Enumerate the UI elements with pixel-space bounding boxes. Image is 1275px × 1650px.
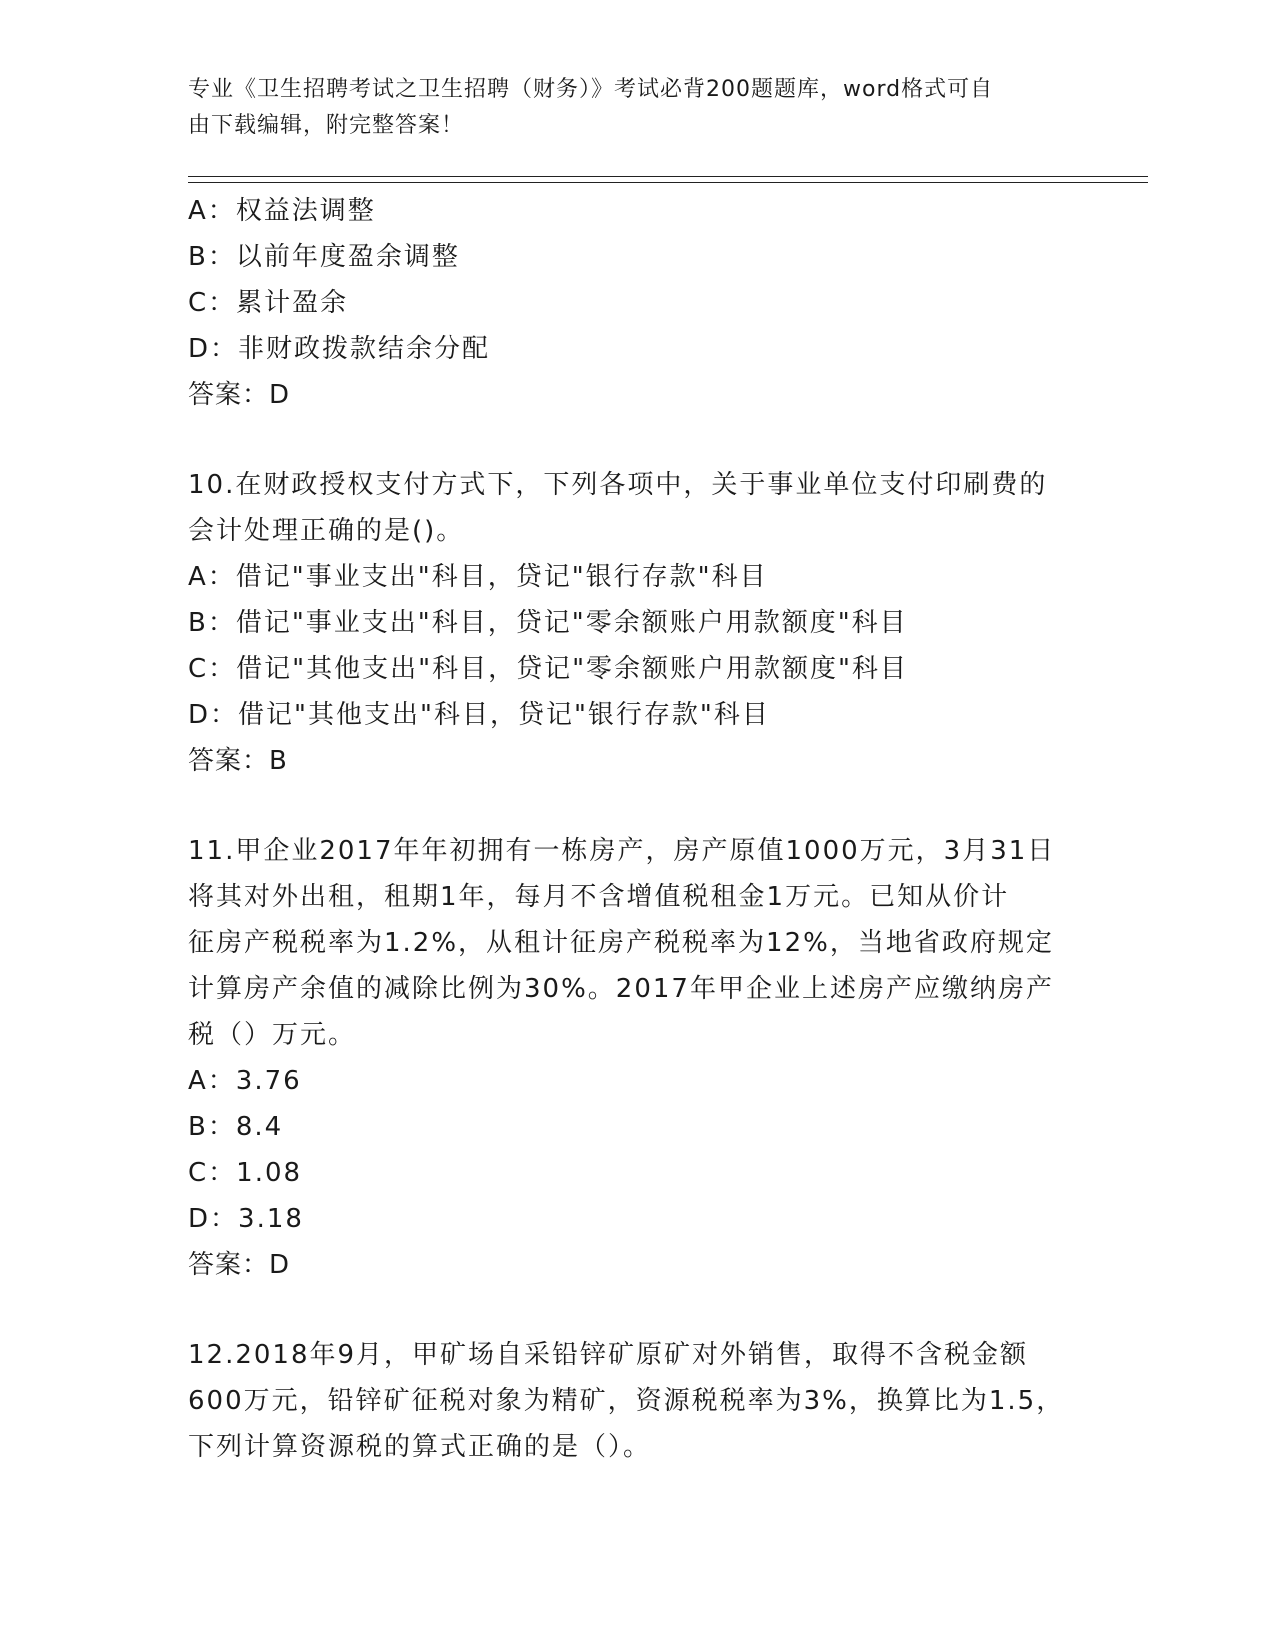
option-d: D：借记"其他支出"科目，贷记"银行存款"科目: [188, 700, 770, 730]
question-stem-line: 会计处理正确的是()。: [188, 516, 465, 546]
option-d: D：非财政拨款结余分配: [188, 334, 491, 364]
option-a: A：权益法调整: [188, 196, 376, 226]
question-12-block: [188, 1332, 1088, 1470]
header-divider-bottom: [188, 182, 1148, 183]
question-stem-line: 10.在财政授权支付方式下，下列各项中，关于事业单位支付印刷费的: [188, 470, 1048, 500]
option-b: B：以前年度盈余调整: [188, 242, 460, 272]
question-9-block: [188, 188, 1088, 418]
header-line-2: 由下载编辑，附完整答案！: [188, 113, 465, 138]
option-a: A：借记"事业支出"科目，贷记"银行存款"科目: [188, 562, 768, 592]
spacer: [188, 784, 1088, 828]
question-stem-line: 11.甲企业2017年年初拥有一栋房产，房产原值1000万元，3月31日: [188, 836, 1056, 866]
header-divider-top: [188, 176, 1148, 177]
answer-line: 答案：D: [188, 380, 291, 410]
spacer: [188, 1288, 1088, 1332]
option-c: C：累计盈余: [188, 288, 349, 318]
option-c: C：借记"其他支出"科目，贷记"零余额账户用款额度"科目: [188, 654, 908, 684]
answer-line: 答案：B: [188, 746, 288, 776]
option-b: B：8.4: [188, 1112, 284, 1142]
question-stem-line: 计算房产余值的减除比例为30%。2017年甲企业上述房产应缴纳房产: [188, 974, 1054, 1004]
question-stem-line: 税（）万元。: [188, 1020, 357, 1050]
spacer: [188, 418, 1088, 462]
question-stem-line: 600万元，铅锌矿征税对象为精矿，资源税税率为3%，换算比为1.5，: [188, 1386, 1065, 1416]
option-c: C：1.08: [188, 1158, 303, 1188]
option-d: D：3.18: [188, 1204, 304, 1234]
question-stem-line: 将其对外出租，租期1年，每月不含增值税租金1万元。已知从价计: [188, 882, 1010, 912]
document-header: [188, 72, 1088, 144]
question-stem-line: 12.2018年9月，甲矿场自采铅锌矿原矿对外销售，取得不含税金额: [188, 1340, 1029, 1370]
question-11-block: [188, 828, 1088, 1288]
option-a: A：3.76: [188, 1066, 302, 1096]
option-b: B：借记"事业支出"科目，贷记"零余额账户用款额度"科目: [188, 608, 908, 638]
header-line-1: 专业《卫生招聘考试之卫生招聘（财务）》考试必背200题题库，word格式可自: [188, 77, 994, 102]
answer-line: 答案：D: [188, 1250, 291, 1280]
question-stem-line: 下列计算资源税的算式正确的是（）。: [188, 1432, 652, 1462]
question-10-block: [188, 462, 1088, 784]
question-content: [188, 188, 1088, 1470]
question-stem-line: 征房产税税率为1.2%，从租计征房产税税率为12%，当地省政府规定: [188, 928, 1054, 958]
